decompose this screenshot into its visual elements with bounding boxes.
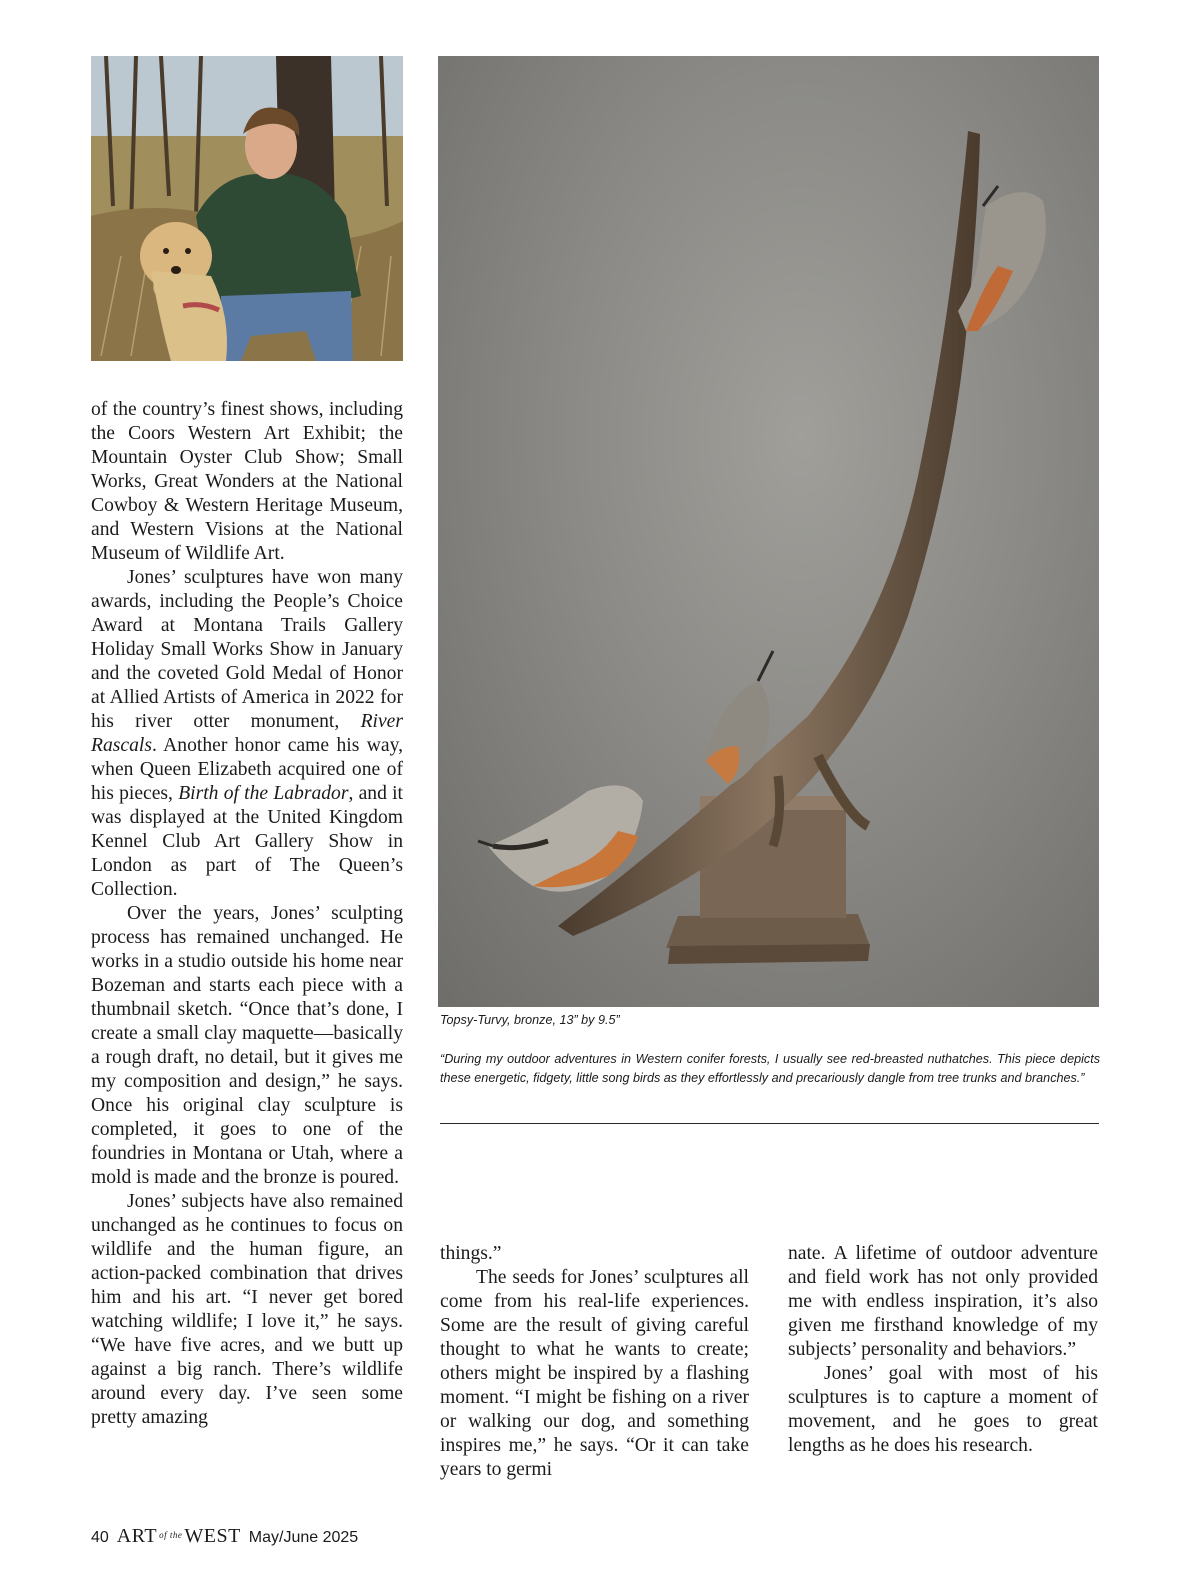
paragraph: things.” [440,1243,502,1264]
photo-caption-quote: “During my outdoor adventures in Western conifer forests, I usually see red-breasted nuthatches. This piece depicts these energetic, fidgety, little song birds as they effortlessly and precariously dangle from tree trunks and branches.” [440,1052,1100,1085]
page-number: 40 [91,1529,109,1546]
paragraph [91,566,403,902]
paragraph: nate. A lifetime of outdoor adventure and field work has not only provided me with endless inspiration, it’s also given me firsthand knowledge of my subjects’ personality and behaviors.” [788,1243,1098,1360]
sculpture-illustration [438,56,1099,1007]
magazine-logo [117,1525,241,1548]
photo-caption-title: Topsy-Turvy, bronze, 13” by 9.5” [440,1013,620,1027]
logo-of-the: of the [159,1530,183,1540]
sculpture-photo [438,56,1099,1007]
paragraph: Jones’ goal with most of his sculptures is to capture a moment of movement, and he goes to great lengths as he does his research. [788,1363,1098,1456]
work-title: River Rascals [91,711,403,756]
paragraph: Jones’ subjects have also remained unchanged as he continues to focus on wildlife and the human figure, an action-packed combination that drives him and his art. “I never get bored watching wildlife; I love it,” he says. “We have five acres, and we butt up against a big ranch. There’s wildlife around every day. I’ve seen some pretty amazing [91,1191,403,1428]
paragraph-text: . Another honor came his way, when Queen Elizabeth acquired one of his pieces, [91,735,403,804]
paragraph: of the country’s finest shows, including the Coors Western Art Exhibit; the Mountain Oyster Club Show; Small Works, Great Wonders at the National Cowboy & Western Heritage Museum, and Western Visions at the National Museum of Wildlife Art. [91,399,403,564]
work-title: Birth of the Labrador [178,783,349,804]
paragraph-text: Jones’ sculptures have won many awards, including the People’s Choice Award at Montana Trails Gallery Holiday Small Works Show in January and the coveted Gold Medal of Honor at Allied Artists of America in 2022 for his river otter monument, [91,567,403,732]
caption-divider [440,1123,1099,1124]
artist-photo [91,56,403,361]
paragraph: Over the years, Jones’ sculpting process has remained unchanged. He works in a studio outside his home near Bozeman and starts each piece with a thumbnail sketch. “Once that’s done, I create a small clay maquette—basically a rough draft, no detail, but it gives me my composition and design,” he says. Once his original clay sculpture is completed, it goes to one of the foundries in Montana or Utah, where a mold is made and the bronze is poured. [91,903,403,1188]
page-footer [91,1525,358,1549]
article-column-2 [440,1242,749,1482]
issue-date: May/June 2025 [248,1529,359,1546]
article-column-1 [91,398,403,1430]
logo-west: WEST [184,1525,241,1547]
paragraph: The seeds for Jones’ sculptures all come from his real-life experiences. Some are the result of giving careful thought to what he wants to create; others might be inspired by a flashing moment. “I might be fishing on a river or walking our dog, and something inspires me,” he says. “Or it can take years to germi [440,1267,749,1480]
paragraph-text: , and it was displayed at the United Kingdom Kennel Club Art Gallery Show in London as part of The Queen’s Collection. [91,783,403,900]
artist-photo-illustration [91,56,403,361]
article-column-3 [788,1242,1098,1458]
logo-art: ART [116,1525,158,1547]
